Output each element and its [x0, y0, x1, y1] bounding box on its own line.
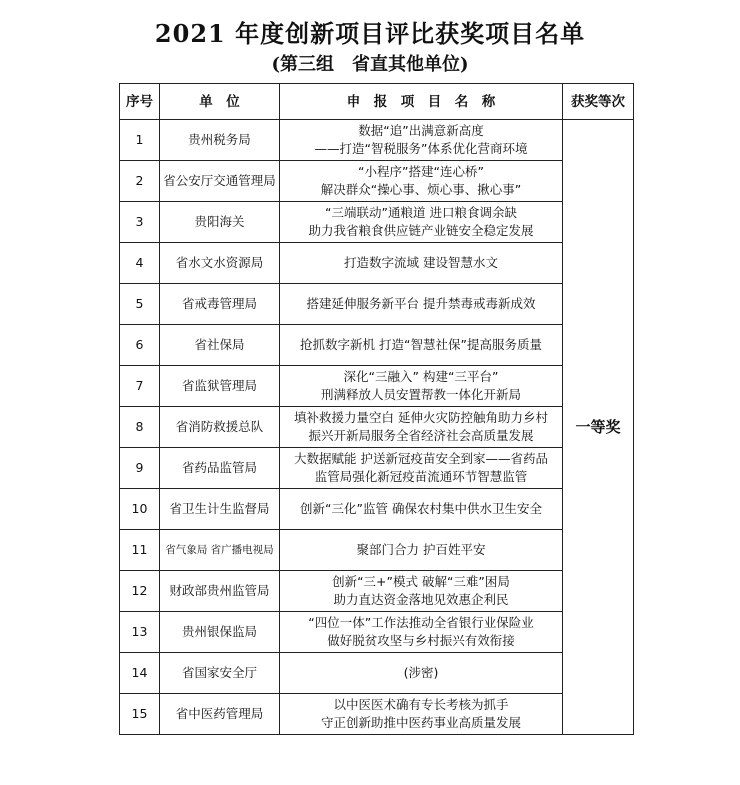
project-line-2: 刑满释放人员安置帮教一体化开新局 — [320, 387, 521, 402]
row-project-name — [280, 694, 563, 735]
document-title: 2021 年度创新项目评比获奖项目名单 — [154, 19, 586, 48]
row-project-name — [280, 407, 563, 448]
project-line-1: 聚部门合力 护百姓平安 — [356, 542, 486, 557]
project-line-2: ——打造“智税服务”体系优化营商环境 — [314, 141, 528, 156]
project-line-1: 大数据赋能 护送新冠疫苗安全到家——省药品 — [294, 451, 548, 466]
row-project-name — [280, 612, 563, 653]
row-project-name — [280, 653, 563, 694]
row-unit: 省监狱管理局 — [160, 366, 280, 407]
table-row — [120, 653, 634, 694]
project-line-1: 打造数字流域 建设智慧水文 — [344, 255, 498, 270]
project-line-2: 助力直达资金落地见效惠企利民 — [333, 592, 509, 607]
header-award: 获奖等次 — [563, 84, 634, 120]
award-table — [119, 83, 634, 735]
project-line-1: “四位一体”工作法推动全省银行业保险业 — [308, 615, 534, 630]
project-line-2: 做好脱贫攻坚与乡村振兴有效衔接 — [327, 633, 515, 648]
row-unit: 贵州税务局 — [160, 120, 280, 161]
row-number: 14 — [120, 653, 160, 694]
row-unit: 省水文水资源局 — [160, 243, 280, 284]
row-unit: 省消防救援总队 — [160, 407, 280, 448]
table-row — [120, 489, 634, 530]
row-project-name — [280, 243, 563, 284]
table-row — [120, 202, 634, 243]
award-level: 一等奖 — [563, 120, 634, 735]
row-project-name — [280, 284, 563, 325]
row-unit: 贵阳海关 — [160, 202, 280, 243]
row-project-name — [280, 202, 563, 243]
row-number: 10 — [120, 489, 160, 530]
row-project-name — [280, 366, 563, 407]
project-line-2: 解决群众“操心事、烦心事、揪心事” — [320, 182, 522, 197]
row-number: 8 — [120, 407, 160, 448]
header-project: 申 报 项 目 名 称 — [280, 84, 563, 120]
project-line-1: “三端联动”通粮道 进口粮食调余缺 — [325, 205, 517, 220]
row-unit: 省社保局 — [160, 325, 280, 366]
table-row — [120, 407, 634, 448]
row-number: 4 — [120, 243, 160, 284]
table-row — [120, 161, 634, 202]
project-line-1: 填补救援力量空白 延伸火灾防控触角助力乡村 — [294, 410, 548, 425]
project-line-1: 数据“追”出满意新高度 — [358, 123, 484, 138]
row-project-name — [280, 325, 563, 366]
table-row — [120, 694, 634, 735]
table-row — [120, 243, 634, 284]
project-line-2: 监管局强化新冠疫苗流通环节智慧监管 — [314, 469, 528, 484]
row-number: 7 — [120, 366, 160, 407]
row-project-name — [280, 571, 563, 612]
document-subtitle: (第三组 省直其他单位) — [271, 54, 469, 75]
row-unit: 省中医药管理局 — [160, 694, 280, 735]
row-number: 9 — [120, 448, 160, 489]
row-unit: 省国家安全厅 — [160, 653, 280, 694]
row-unit: 贵州银保监局 — [160, 612, 280, 653]
row-number: 6 — [120, 325, 160, 366]
row-project-name — [280, 120, 563, 161]
project-line-2: 振兴开新局服务全省经济社会高质量发展 — [308, 428, 534, 443]
row-unit: 省戒毒管理局 — [160, 284, 280, 325]
row-number: 3 — [120, 202, 160, 243]
row-number: 13 — [120, 612, 160, 653]
table-row — [120, 284, 634, 325]
project-line-2: 守正创新助推中医药事业高质量发展 — [320, 715, 521, 730]
project-line-2: 助力我省粮食供应链产业链安全稳定发展 — [308, 223, 534, 238]
row-number: 15 — [120, 694, 160, 735]
table-row — [120, 120, 634, 161]
project-line-1: 深化“三融入” 构建“三平台” — [343, 369, 499, 384]
table-header-row — [120, 84, 634, 120]
row-project-name — [280, 530, 563, 571]
row-project-name — [280, 161, 563, 202]
row-unit: 省公安厅交通管理局 — [160, 161, 280, 202]
row-unit: 财政部贵州监管局 — [160, 571, 280, 612]
table-row — [120, 571, 634, 612]
row-unit: 省药品监管局 — [160, 448, 280, 489]
row-number: 11 — [120, 530, 160, 571]
table-row — [120, 530, 634, 571]
project-line-1: 以中医医术确有专长考核为抓手 — [333, 697, 509, 712]
row-number: 1 — [120, 120, 160, 161]
table-row — [120, 448, 634, 489]
project-line-1: 搭建延伸服务新平台 提升禁毒戒毒新成效 — [306, 296, 536, 311]
project-line-1: 创新“三化”监管 确保农村集中供水卫生安全 — [300, 501, 542, 516]
project-line-1: “小程序”搭建“连心桥” — [358, 164, 484, 179]
header-no: 序号 — [120, 84, 160, 120]
table-row — [120, 612, 634, 653]
project-line-1: 创新“三+”模式 破解“三难”困局 — [332, 574, 510, 589]
row-project-name — [280, 489, 563, 530]
project-line-1: 抢抓数字新机 打造“智慧社保”提高服务质量 — [300, 337, 542, 352]
row-unit: 省卫生计生监督局 — [160, 489, 280, 530]
row-number: 5 — [120, 284, 160, 325]
project-line-1: (涉密) — [403, 665, 439, 680]
header-unit: 单 位 — [160, 84, 280, 120]
table-row — [120, 366, 634, 407]
row-number: 12 — [120, 571, 160, 612]
row-unit: 省气象局 省广播电视局 — [160, 530, 280, 571]
row-project-name — [280, 448, 563, 489]
table-row — [120, 325, 634, 366]
row-number: 2 — [120, 161, 160, 202]
